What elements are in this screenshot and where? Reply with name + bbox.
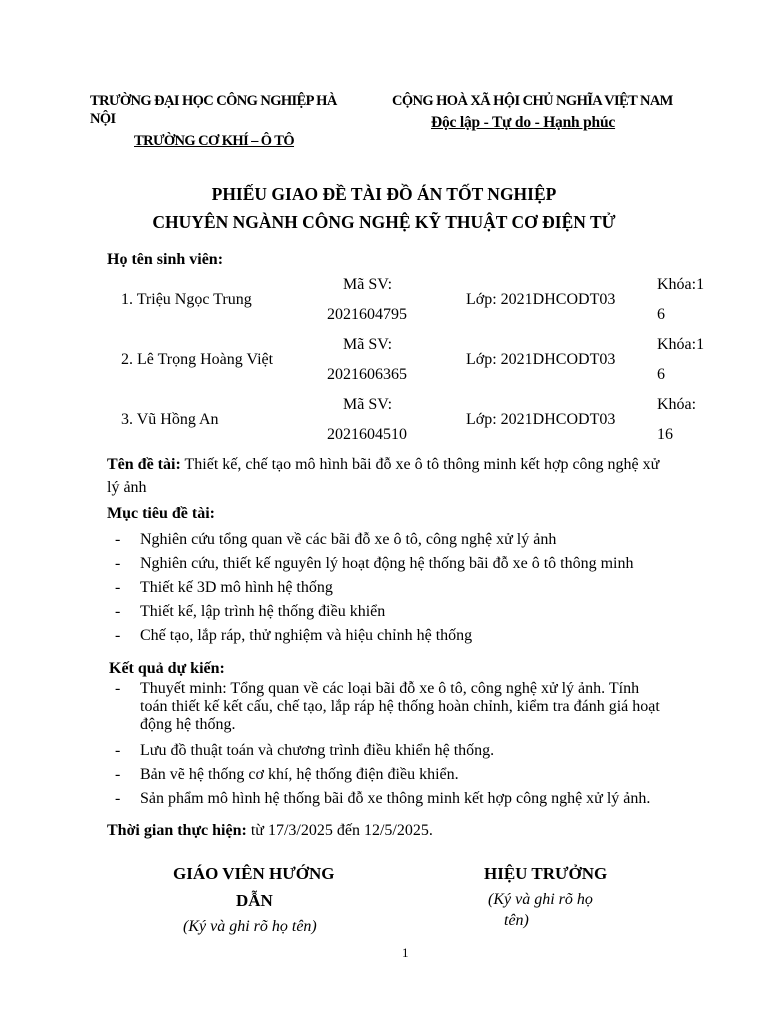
rector-sign-note-cont: tên) xyxy=(504,912,529,929)
document-subtitle: CHUYÊN NGÀNH CÔNG NGHỆ KỸ THUẬT CƠ ĐIỆN TỬ xyxy=(152,212,616,232)
time-value: từ 17/3/2025 đến 12/5/2025. xyxy=(246,822,433,839)
student-course: Khóa: xyxy=(657,396,697,413)
topic-text: Thiết kế, chế tạo mô hình bãi đỗ xe ô tô thông minh kết hợp công nghệ xử xyxy=(180,456,660,473)
national-motto: Độc lập - Tự do - Hạnh phúc xyxy=(431,114,616,131)
student-course-cont: 6 xyxy=(657,306,665,323)
document-title: PHIẾU GIAO ĐỀ TÀI ĐỒ ÁN TỐT NGHIỆP xyxy=(211,184,557,204)
student-id-label: Mã SV: xyxy=(343,276,393,293)
page-number: 1 xyxy=(402,945,409,960)
student-name: 1. Triệu Ngọc Trung xyxy=(121,291,252,308)
university-name-line1: TRƯỜNG ĐẠI HỌC CÔNG NGHIỆP HÀ xyxy=(90,93,337,109)
students-label: Họ tên sinh viên: xyxy=(107,251,224,268)
supervisor-title: GIÁO VIÊN HƯỚNG xyxy=(173,864,335,883)
objectives-label: Mục tiêu đề tài: xyxy=(107,505,215,522)
student-name: 3. Vũ Hồng An xyxy=(121,411,219,428)
student-id: 2021606365 xyxy=(327,366,407,383)
student-course-cont: 16 xyxy=(657,426,673,443)
supervisor-title-cont: DẪN xyxy=(236,891,273,910)
student-name: 2. Lê Trọng Hoàng Việt xyxy=(121,351,274,368)
student-course-cont: 6 xyxy=(657,366,665,383)
rector-title: HIỆU TRƯỞNG xyxy=(484,864,608,883)
student-id-label: Mã SV: xyxy=(343,336,393,353)
student-class: Lớp: 2021DHCODT03 xyxy=(466,411,616,428)
topic-line1 xyxy=(107,456,659,474)
university-name-line2: NỘI xyxy=(90,111,116,127)
time-label: Thời gian thực hiện: xyxy=(107,822,247,839)
student-class: Lớp: 2021DHCODT03 xyxy=(466,291,616,308)
student-id: 2021604795 xyxy=(327,306,407,323)
results-label: Kết quả dự kiến: xyxy=(109,660,225,677)
student-id: 2021604510 xyxy=(327,426,407,443)
student-class: Lớp: 2021DHCODT03 xyxy=(466,351,616,368)
national-title: CỘNG HOÀ XÃ HỘI CHỦ NGHĨA VIỆT NAM xyxy=(392,93,673,109)
school-name: TRƯỜNG CƠ KHÍ – Ô TÔ xyxy=(134,133,295,149)
rector-sign-note: (Ký và ghi rõ họ xyxy=(488,891,593,908)
topic-text-cont: lý ảnh xyxy=(107,479,147,496)
time-line xyxy=(107,822,433,840)
supervisor-sign-note: (Ký và ghi rõ họ tên) xyxy=(183,918,317,935)
student-id-label: Mã SV: xyxy=(343,396,393,413)
student-course: Khóa:1 xyxy=(657,336,705,353)
topic-label: Tên đề tài: xyxy=(107,456,181,473)
student-course: Khóa:1 xyxy=(657,276,705,293)
